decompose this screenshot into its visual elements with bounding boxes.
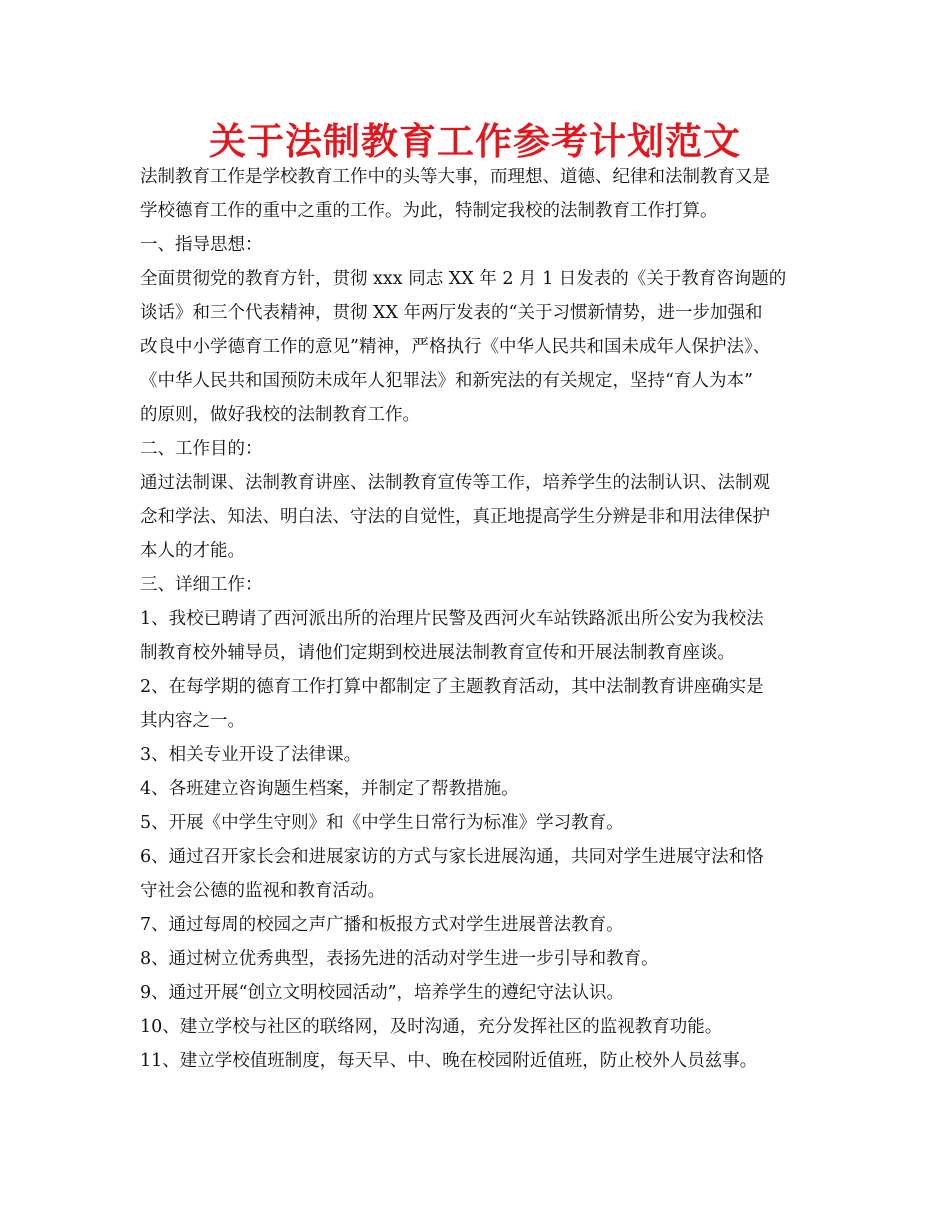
list-item-line: 7、通过每周的校园之声广播和板报方式对学生进展普法教育。 — [140, 915, 624, 935]
list-item-line: 3、相关专业开设了法律课。 — [140, 745, 362, 765]
section-heading: 二、工作目的： — [140, 439, 263, 459]
list-item-line: 2、在每学期的德育工作打算中都制定了主题教育活动，其中法制教育讲座确实是 — [140, 677, 764, 697]
paragraph-line: 学校德育工作的重中之重的工作。为此，特制定我校的法制教育工作打算。 — [140, 201, 718, 221]
section-heading: 一、指导思想： — [140, 235, 263, 255]
list-item-line: 制教育校外辅导员，请他们定期到校进展法制教育宣传和开展法制教育座谈。 — [140, 643, 735, 663]
document-body — [140, 160, 820, 1078]
list-item-line: 8、通过树立优秀典型，表扬先进的活动对学生进一步引导和教育。 — [140, 949, 659, 969]
list-item-line: 6、通过召开家长会和进展家访的方式与家长进展沟通，共同对学生进展守法和恪 — [140, 847, 764, 867]
list-item-line: 11、建立学校值班制度，每天早、中、晚在校园附近值班，防止校外人员兹事。 — [140, 1051, 758, 1071]
section-heading: 三、详细工作： — [140, 575, 263, 595]
list-item-line: 9、通过开展“创立文明校园活动”，培养学生的遵纪守法认识。 — [140, 983, 625, 1003]
paragraph-line: 《中华人民共和国预防未成年人犯罪法》和新宪法的有关规定，坚持“育人为本” — [140, 371, 753, 391]
list-item-line: 10、建立学校与社区的联络网，及时沟通，充分发挥社区的监视教育功能。 — [140, 1017, 723, 1037]
list-item-line: 其内容之一。 — [140, 711, 245, 731]
paragraph-line: 全面贯彻党的教育方针，贯彻 xxx 同志 XX 年 2 月 1 日发表的《关于教育咨询题的 — [140, 269, 787, 289]
paragraph-line: 本人的才能。 — [140, 541, 245, 561]
paragraph-line: 念和学法、知法、明白法、守法的自觉性，真正地提高学生分辨是非和用法律保护 — [140, 507, 770, 527]
list-item-line: 4、各班建立咨询题生档案，并制定了帮教措施。 — [140, 779, 519, 799]
paragraph-line: 法制教育工作是学校教育工作中的头等大事，而理想、道德、纪律和法制教育又是 — [140, 167, 770, 187]
paragraph-line: 通过法制课、法制教育讲座、法制教育宣传等工作，培养学生的法制认识、法制观 — [140, 473, 770, 493]
paragraph-line: 谈话》和三个代表精神，贯彻 XX 年两厅发表的“关于习惯新情势，进一步加强和 — [140, 303, 763, 323]
document-title: 关于法制教育工作参考计划范文 — [209, 120, 741, 163]
paragraph-line: 的原则，做好我校的法制教育工作。 — [140, 405, 420, 425]
list-item-line: 5、开展《中学生守则》和《中学生日常行为标准》学习教育。 — [140, 813, 624, 833]
list-item-line: 守社会公德的监视和教育活动。 — [140, 881, 385, 901]
paragraph-line: 改良中小学德育工作的意见”精神，严格执行《中华人民共和国未成年人保护法》、 — [140, 337, 771, 357]
list-item-line: 1、我校已聘请了西河派出所的治理片民警及西河火车站铁路派出所公安为我校法 — [140, 609, 764, 629]
